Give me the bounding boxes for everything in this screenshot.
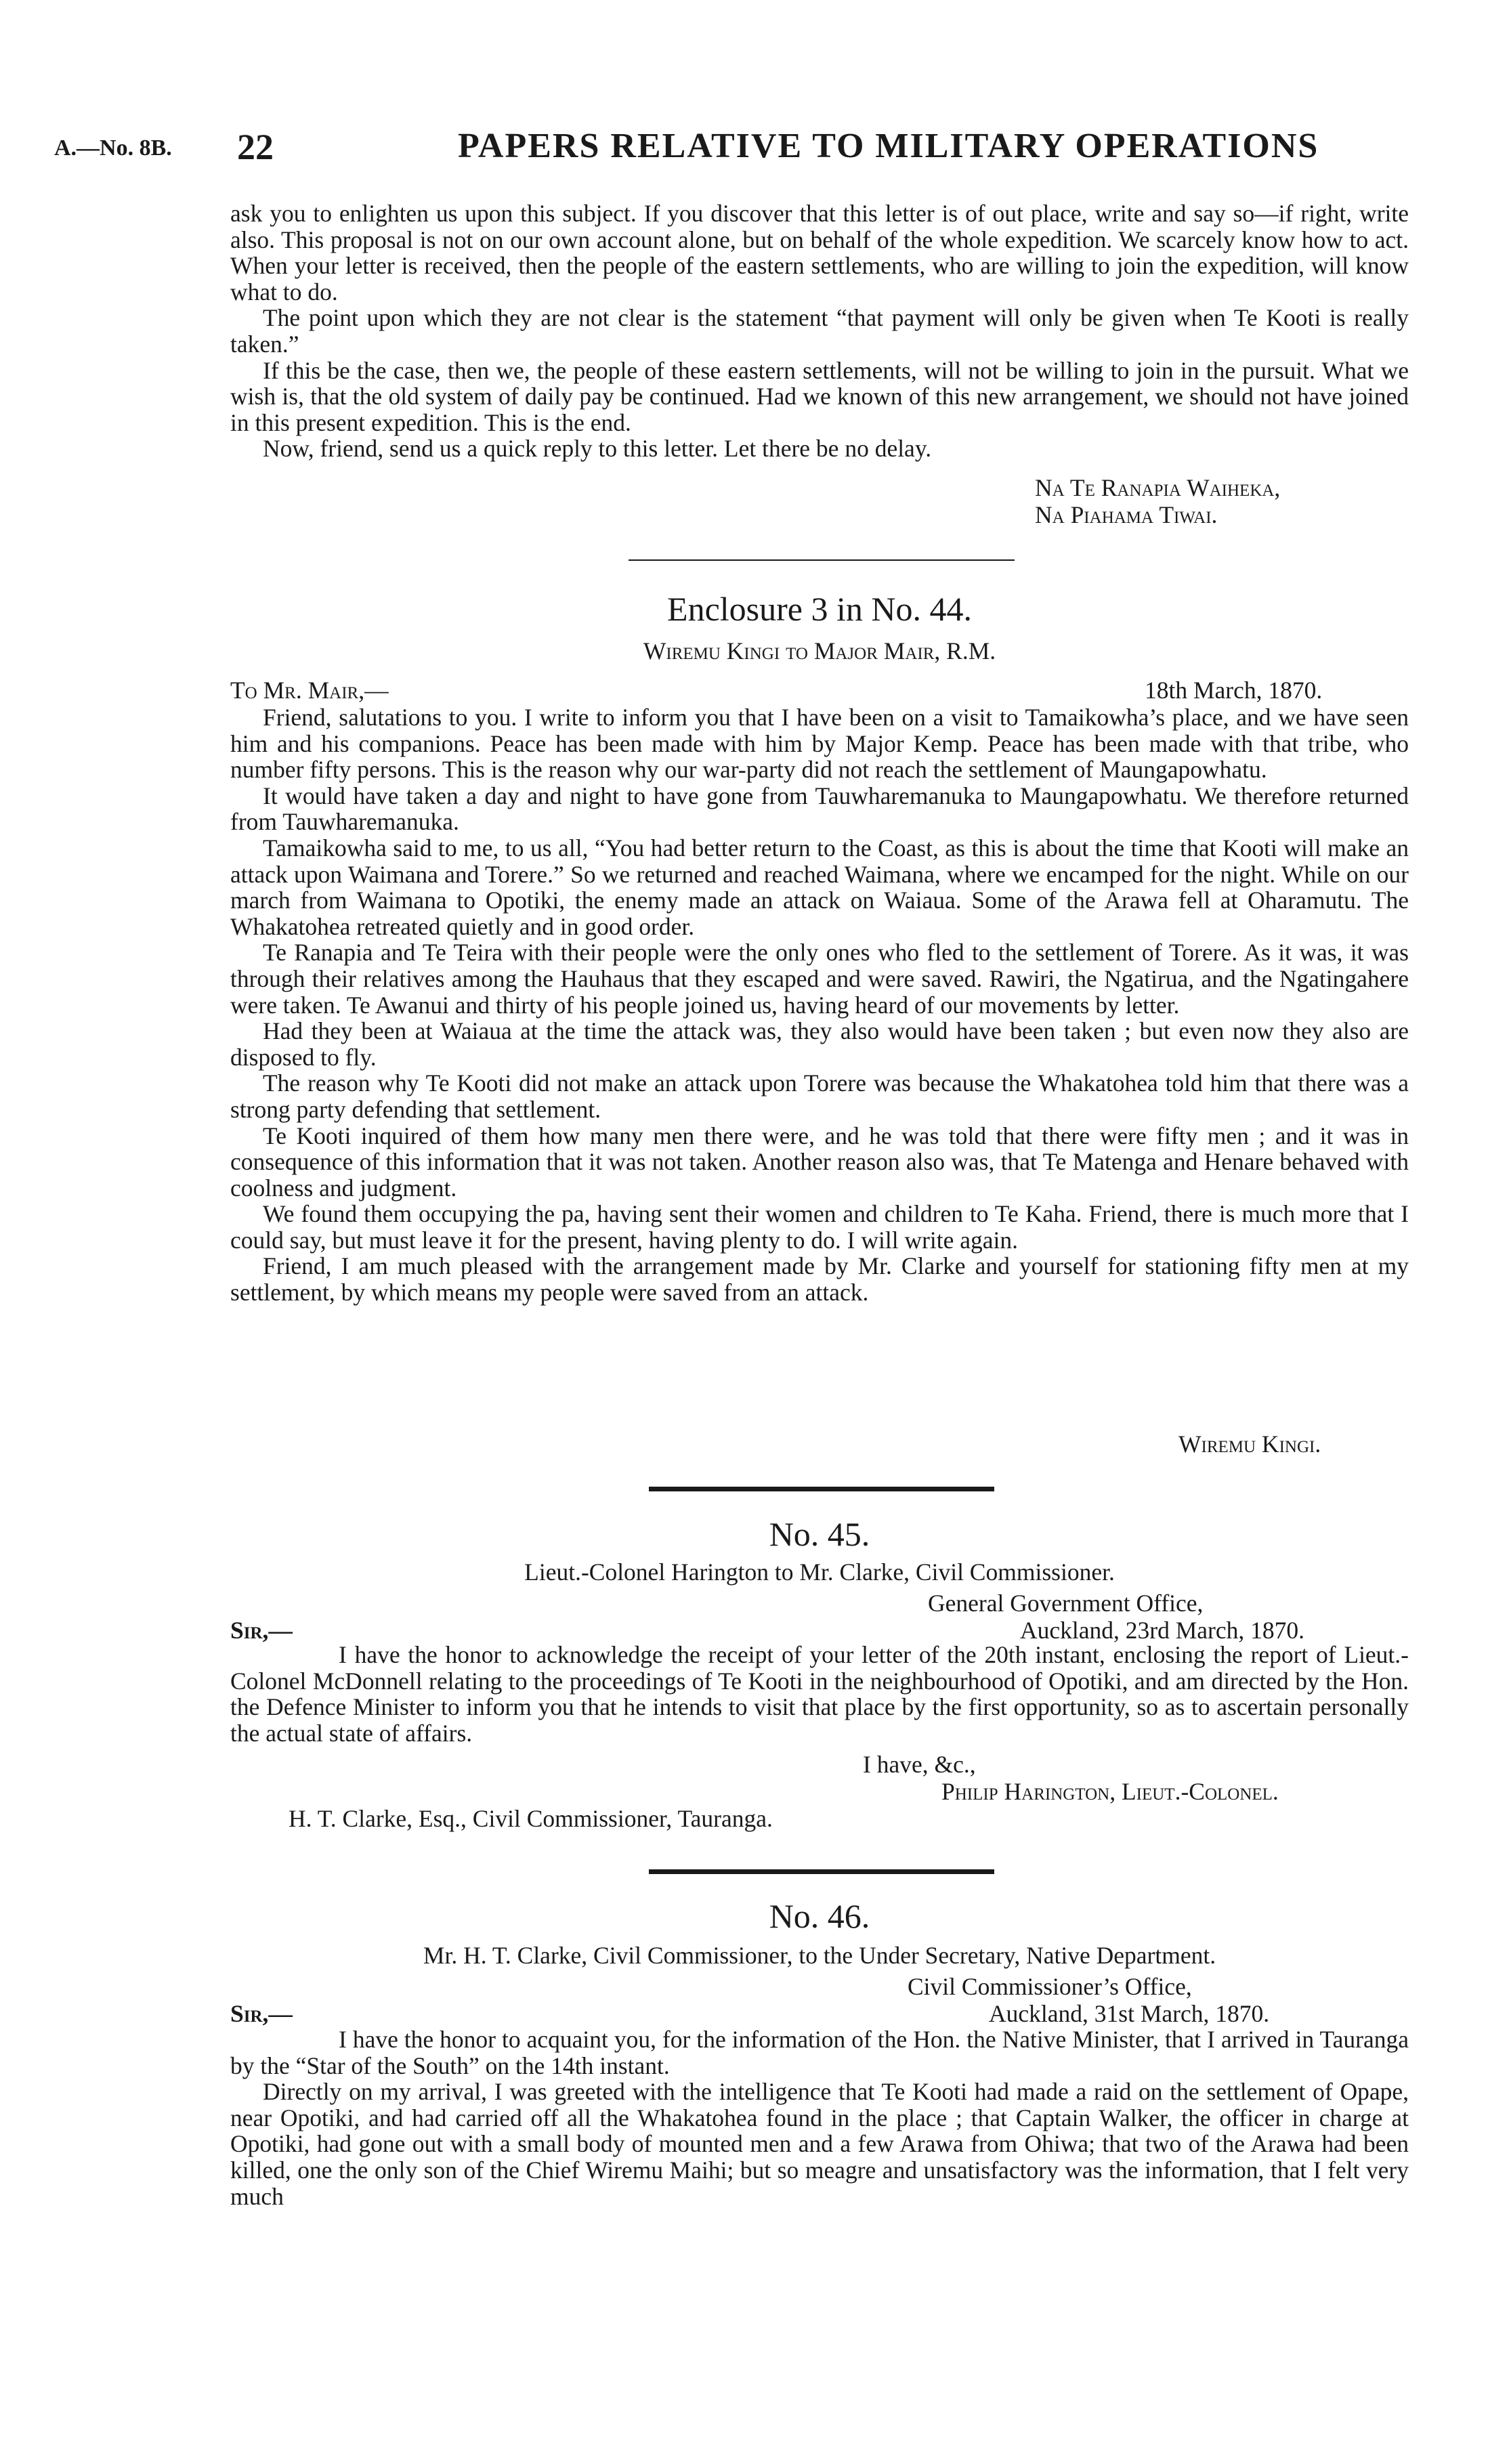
paragraph: I have the honor to acquaint you, for the information of the Hon. the Native Minister, that I arrived in Tauranga by the “Star of the South” on the 14th instant.: [230, 2026, 1409, 2079]
paragraph: We found them occupying the pa, having sent their women and children to Te Kaha. Friend, there is much more that I could say, but must leave it for the present, having plenty to do. I will write again.: [230, 1200, 1409, 1254]
letter-45-body: [230, 1642, 1409, 1746]
paragraph: Now, friend, send us a quick reply to this letter. Let there be no delay.: [263, 435, 932, 463]
letter-date: 18th March, 1870.: [1145, 677, 1323, 704]
letter-number-46: No. 46.: [769, 1897, 870, 1935]
letter-45-recipient: H. T. Clarke, Esq., Civil Commissioner, Tauranga.: [289, 1805, 773, 1832]
enclosure-title: Enclosure 3 in No. 44.: [667, 590, 972, 628]
paragraph: Friend, I am much pleased with the arrangement made by Mr. Clarke and yourself for stationing fifty men at my settlement, by which means my people were saved from an attack.: [230, 1252, 1409, 1307]
divider: [649, 1487, 994, 1491]
document-reference: A.—No. 8B.: [54, 135, 172, 161]
letter-45-salutation: Sir,—: [230, 1617, 293, 1644]
paragraph: Directly on my arrival, I was greeted with the intelligence that Te Kooti had made a raid on the settlement of Opape, near Opotiki, and had carried off all the Whakatohea found in the place ; that Captain Walker, the officer in charge at Opotiki, had gone out with a small body of mounted men and a few Arawa from Ohiwa; that two of the Arawa had been killed, one the only son of the Chief Wiremu Maihi; but so meagre and unsatisfactory was the information, that I felt very much: [230, 2078, 1409, 2210]
paragraph: Te Ranapia and Te Teira with their people were the only ones who fled to the settlement of Torere. As it was, it was through their relatives among the Hauhaus that they escaped and were saved. Rawiri, the Ngatirua, and the Ngatingahere were taken. Te Awanui and thirty of his people joined us, having heard of our movements by letter.: [230, 939, 1409, 1019]
signature-piahama: Na Piahama Tiwai.: [1035, 501, 1218, 528]
enclosure-subtitle: Wiremu Kingi to Major Mair, R.M.: [643, 637, 996, 664]
paragraph: Had they been at Waiaua at the time the attack was, they also would have been taken ; but even now they also are disposed to fly.: [230, 1017, 1409, 1071]
continuation-body: [230, 200, 1409, 462]
signature-ranapia: Na Te Ranapia Waiheka,: [1035, 474, 1281, 501]
divider: [649, 1869, 994, 1874]
page-number: 22: [237, 127, 274, 167]
divider: [629, 559, 1015, 561]
addressee: To Mr. Mair,—: [230, 677, 389, 704]
signature-wiremu-kingi: Wiremu Kingi.: [1178, 1430, 1321, 1458]
letter-46-place-date: Auckland, 31st March, 1870.: [989, 2000, 1270, 2027]
letter-number-45: No. 45.: [769, 1515, 870, 1553]
running-title: PAPERS RELATIVE TO MILITARY OPERATIONS: [458, 127, 1319, 165]
letter-45-closing: I have, &c.,: [863, 1751, 976, 1778]
letter-46-body: [230, 2026, 1409, 2209]
letter-45-place-date: Auckland, 23rd March, 1870.: [1020, 1617, 1304, 1644]
paragraph: Friend, salutations to you. I write to inform you that I have been on a visit to Tamaikowha’s place, and we have seen him and his companions. Peace has been made with him by Major Kemp. Peace has been made with that tribe, who number fifty persons. This is the reason why our war-party did not reach the settlement of Maungapowhatu.: [230, 704, 1409, 784]
letter-46-salutation: Sir,—: [230, 2000, 293, 2027]
letter-46-office: Civil Commissioner’s Office,: [908, 1973, 1192, 2000]
paragraph: ask you to enlighten us upon this subject. If you discover that this letter is of out place, write and say so—if right, write also. This proposal is not on our own account alone, but on behalf of the whole expedition. We scarcely know how to act. When your letter is received, then the people of the eastern settlements, who are willing to join the expedition, will know what to do.: [230, 200, 1409, 305]
paragraph: I have the honor to acknowledge the receipt of your letter of the 20th instant, enclosing the report of Lieut.-Colonel McDonnell relating to the proceedings of Te Kooti in the neighbourhood of Opotiki, and am directed by the Hon. the Defence Minister to inform you that he intends to visit that place by the first opportunity, so as to ascertain personally the actual state of affairs.: [230, 1641, 1409, 1747]
letter-45-office: General Government Office,: [928, 1590, 1204, 1617]
page-header: [54, 126, 1422, 173]
paragraph: It would have taken a day and night to have gone from Tauwharemanuka to Maungapowhatu. We therefore returned from Tauwharemanuka.: [230, 782, 1409, 836]
paragraph: The point upon which they are not clear is the statement “that payment will only be given when Te Kooti is really taken.”: [230, 304, 1409, 358]
paragraph: Tamaikowha said to me, to us all, “You had better return to the Coast, as this is about the time that Kooti will make an attack upon Waimana and Torere.” So we returned and reached Waimana, where we encamped for the night. While on our march from Waimana to Opotiki, the enemy made an attack on Waiaua. Some of the Arawa fell at Oharamutu. The Whakatohea retreated quietly and in good order.: [230, 834, 1409, 940]
enclosure-body: [230, 704, 1409, 1306]
letter-45-subtitle: Lieut.-Colonel Harington to Mr. Clarke, Civil Commissioner.: [524, 1558, 1115, 1586]
letter-45-signature: Philip Harington, Lieut.-Colonel.: [941, 1778, 1279, 1805]
paragraph: If this be the case, then we, the people of these eastern settlements, will not be willing to join in the pursuit. What we wish is, that the old system of daily pay be continued. Had we known of this new arrangement, we should not have joined in this present expedition. This is the end.: [230, 356, 1409, 436]
paragraph: The reason why Te Kooti did not make an attack upon Torere was because the Whakatohea told him that there was a strong party defending that settlement.: [230, 1069, 1409, 1123]
letter-46-subtitle: Mr. H. T. Clarke, Civil Commissioner, to the Under Secretary, Native Department.: [423, 1942, 1216, 1969]
paragraph: Te Kooti inquired of them how many men there were, and he was told that there were fifty men ; and it was in consequence of this information that it was not taken. Another reason also was, that Te Matenga and Henare behaved with coolness and judgment.: [230, 1122, 1409, 1202]
